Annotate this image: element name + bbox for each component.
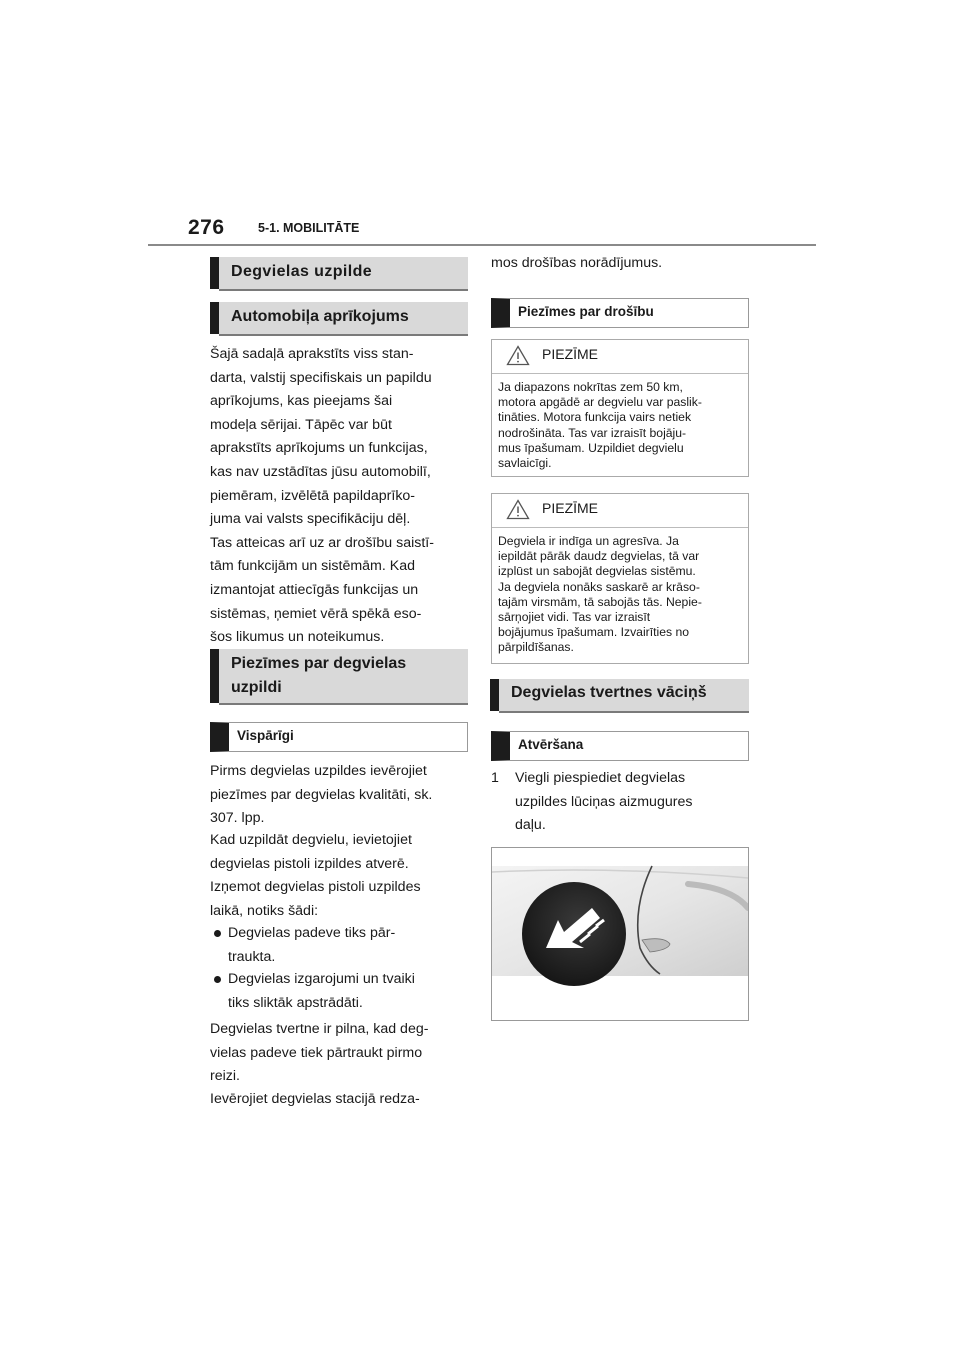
text-line: pārpildīšanas. xyxy=(498,640,574,655)
section-title xyxy=(210,257,468,289)
bullet-item xyxy=(210,922,472,970)
text-line: piemēram, izvēlētā papildaprīko- xyxy=(210,487,416,504)
notice-title-bar xyxy=(492,494,748,528)
notice-title-bar xyxy=(492,340,748,374)
fuel-flap-illustration xyxy=(492,848,748,1020)
fuel-quality-paragraph xyxy=(210,760,472,831)
text-line: Ja degviela nonāks saskarē ar krāso- xyxy=(498,579,700,594)
section-title-text: Degvielas uzpilde xyxy=(231,263,373,280)
text-line: Degvielas tvertne ir pilna, kad deg- xyxy=(210,1021,429,1037)
text-line: sārņojiet vidi. Tas var izraisīt xyxy=(498,610,651,625)
text-line: tināties. Motora funkcija vairs netiek xyxy=(498,410,692,425)
bullet-line1: Degvielas izgarojumi un tvaiki xyxy=(228,971,415,987)
station-paragraph xyxy=(210,1088,472,1112)
bullet-dot-icon xyxy=(214,930,221,937)
text-line: šos likumus un noteikumus. xyxy=(210,629,385,646)
step-line3: daļu. xyxy=(515,817,546,834)
equipment-paragraph xyxy=(210,343,472,650)
text-line: vielas padeve tiek pārtraukt pirmo xyxy=(210,1044,423,1061)
safety-subheading-text: Piezīmes par drošību xyxy=(518,304,654,319)
text-line: reizi. xyxy=(210,1068,240,1085)
text-line: tajām virsmām, tā sabojās tās. Nepie- xyxy=(498,594,702,609)
text-line: iepildāt pārāk daudz degvielas, tā var xyxy=(498,549,700,564)
refuel-paragraph xyxy=(210,829,472,923)
notice-body xyxy=(498,380,742,471)
safety-subheading xyxy=(491,298,749,328)
general-subheading xyxy=(210,722,468,752)
bullet-line2: tiks sliktāk apstrādāti. xyxy=(228,994,363,1011)
notes-heading-line1: Piezīmes par degvielas xyxy=(231,655,407,672)
text-line: Degviela ir indīga un agresīva. Ja xyxy=(498,534,679,548)
text-line: darta, valstij specifiskais un papildu xyxy=(210,369,432,386)
notes-underline xyxy=(219,703,468,705)
opening-subheading xyxy=(491,731,749,761)
bullet-line2: traukta. xyxy=(228,948,276,965)
text-line: izplūst un sabojāt degvielas sistēmu. xyxy=(498,564,696,579)
text-line: piezīmes par degvielas kvalitāti, sk. xyxy=(210,786,433,803)
bullet-dot-icon xyxy=(214,976,221,983)
text-line: izmantojat attiecīgās funkcijas un xyxy=(210,581,419,598)
text-line: 307. lpp. xyxy=(210,810,265,827)
text-line: Pirms degvielas uzpildes ievērojiet xyxy=(210,763,427,779)
text-line: Ievērojiet degvielas stacijā redza- xyxy=(210,1091,420,1107)
step-line1: Viegli piespiediet degvielas xyxy=(515,770,686,786)
opening-subheading-text: Atvēršana xyxy=(518,737,584,752)
text-line: Tas atteicas arī uz ar drošību saistī- xyxy=(210,534,434,551)
text-line: Ja diapazons nokrītas zem 50 km, xyxy=(498,380,683,394)
text-line: aprīkojums, kas pieejams šai xyxy=(210,393,393,410)
section-underline xyxy=(219,289,468,291)
text-line: kas nav uzstādītas jūsu automobilī, xyxy=(210,463,431,480)
notice-title: PIEZĪME xyxy=(542,500,599,516)
notice-box xyxy=(491,339,749,477)
text-line: mus īpašumam. Uzpildiet degvielu xyxy=(498,440,684,455)
text-line: bojājumus īpašumam. Izvairīties no xyxy=(498,625,690,640)
step-item xyxy=(491,767,753,839)
equipment-heading xyxy=(210,302,468,334)
general-subheading-text: Vispārīgi xyxy=(237,728,294,743)
text-line: savlaicīgi. xyxy=(498,456,552,471)
chapter-title: 5-1. MOBILITĀTE xyxy=(258,221,360,235)
bullet-line1: Degvielas padeve tiks pār- xyxy=(228,925,396,941)
header-divider xyxy=(148,244,816,246)
page-number: 276 xyxy=(188,216,225,239)
notice-box xyxy=(491,493,749,664)
text-line: aprakstīts aprīkojums un funkcijas, xyxy=(210,440,428,457)
fuel-cap-heading xyxy=(490,679,749,711)
fuel-cap-heading-text: Degvielas tvertnes vāciņš xyxy=(511,684,707,701)
equipment-heading-text: Automobiļa aprīkojums xyxy=(231,308,409,325)
warning-triangle-icon xyxy=(506,499,530,520)
notice-body xyxy=(498,534,742,656)
text-line: Šajā sadaļā aprakstīts viss stan- xyxy=(210,346,414,362)
notes-heading xyxy=(210,649,468,703)
text-line: motora apgādē ar degvielu var paslik- xyxy=(498,395,702,410)
text-line: modeļa sērijai. Tāpēc var būt xyxy=(210,416,392,433)
bullet-item xyxy=(210,968,472,1016)
tank-full-paragraph xyxy=(210,1018,472,1089)
warning-triangle-icon xyxy=(506,345,530,366)
notes-heading-line2: uzpildi xyxy=(231,679,282,696)
continued-text xyxy=(491,252,753,276)
text-line: tām funkcijām un sistēmām. Kad xyxy=(210,558,416,575)
text-line: laikā, notiks šādi: xyxy=(210,902,319,919)
step-line2: uzpildes lūciņas aizmugures xyxy=(515,793,693,810)
equipment-underline xyxy=(219,334,468,336)
fuel-cap-underline xyxy=(499,711,749,713)
text-line: sistēmas, ņemiet vērā spēkā eso- xyxy=(210,605,422,622)
text-line: Izņemot degvielas pistoli uzpildes xyxy=(210,879,421,896)
text-line: Kad uzpildāt degvielu, ievietojiet xyxy=(210,832,412,848)
text-line: nodrošināta. Tas var izraisīt bojāju- xyxy=(498,425,687,440)
text-line: degvielas pistoli izpildes atverē. xyxy=(210,855,409,872)
step-number: 1 xyxy=(491,770,499,786)
notice-title: PIEZĪME xyxy=(542,346,599,362)
fuel-flap-image xyxy=(491,847,749,1021)
text-line: mos drošības norādījumus. xyxy=(491,255,663,271)
text-line: juma vai valsts specifikāciju dēļ. xyxy=(210,511,411,528)
